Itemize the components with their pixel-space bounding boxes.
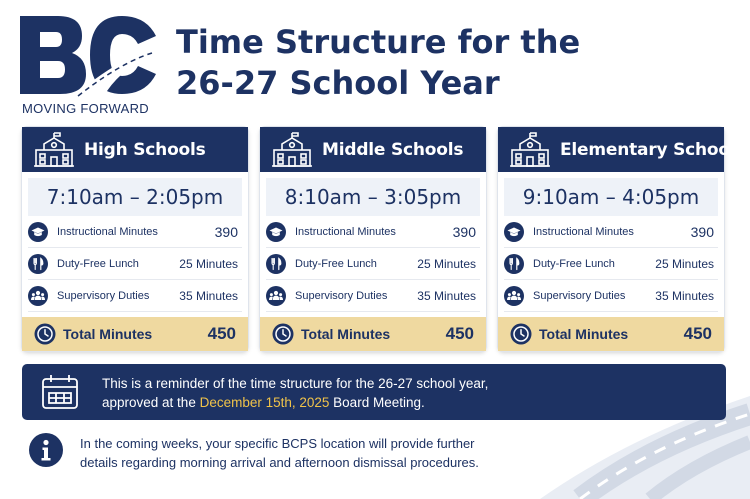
page-title bbox=[176, 22, 736, 104]
card-title: High Schools bbox=[84, 139, 206, 160]
card-title: Middle Schools bbox=[322, 139, 464, 160]
row-label: Instructional Minutes bbox=[295, 225, 396, 238]
reminder-text bbox=[102, 374, 488, 412]
title-line-1: Time Structure for the bbox=[176, 23, 581, 61]
row-value: 390 bbox=[452, 223, 476, 240]
duty-free-lunch-row bbox=[504, 248, 718, 280]
school-hours: 7:10am – 2:05pm bbox=[28, 178, 242, 216]
reminder-line-2 bbox=[102, 393, 488, 412]
graduation-cap-icon bbox=[504, 222, 524, 242]
fork-knife-icon bbox=[266, 254, 286, 274]
clock-icon bbox=[34, 323, 56, 345]
row-label: Duty-Free Lunch bbox=[57, 257, 139, 270]
card-title: Elementary Schools bbox=[560, 139, 746, 160]
card-elementary-schools bbox=[498, 127, 746, 351]
supervisory-duties-row bbox=[28, 280, 242, 312]
row-value: 35 Minutes bbox=[179, 288, 238, 303]
reminder-line-1: This is a reminder of the time structure for the 26-27 school year, bbox=[102, 376, 489, 391]
row-value: 25 Minutes bbox=[655, 256, 714, 271]
info-line-2: details regarding morning arrival and afternoon dismissal procedures. bbox=[80, 455, 479, 470]
group-people-icon bbox=[266, 286, 286, 306]
row-label: Instructional Minutes bbox=[533, 225, 634, 238]
card-high-schools bbox=[22, 127, 248, 351]
row-value: 35 Minutes bbox=[417, 288, 476, 303]
school-hours: 8:10am – 3:05pm bbox=[266, 178, 480, 216]
supervisory-duties-row bbox=[266, 280, 480, 312]
row-label: Supervisory Duties bbox=[533, 289, 626, 302]
school-building-icon bbox=[32, 132, 76, 168]
info-text bbox=[80, 434, 550, 472]
school-building-icon bbox=[270, 132, 314, 168]
row-label: Supervisory Duties bbox=[57, 289, 150, 302]
reminder-banner bbox=[22, 364, 726, 420]
row-value: 390 bbox=[690, 223, 714, 240]
total-minutes-row bbox=[22, 317, 248, 351]
title-line-2: 26-27 School Year bbox=[176, 64, 500, 102]
row-label: Supervisory Duties bbox=[295, 289, 388, 302]
fork-knife-icon bbox=[28, 254, 48, 274]
total-minutes-row bbox=[498, 317, 724, 351]
school-hours: 9:10am – 4:05pm bbox=[504, 178, 718, 216]
card-header bbox=[260, 127, 486, 172]
graduation-cap-icon bbox=[266, 222, 286, 242]
graduation-cap-icon bbox=[28, 222, 48, 242]
group-people-icon bbox=[504, 286, 524, 306]
instructional-minutes-row bbox=[266, 216, 480, 248]
row-value: 25 Minutes bbox=[179, 256, 238, 271]
card-middle-schools bbox=[260, 127, 486, 351]
row-label: Duty-Free Lunch bbox=[295, 257, 377, 270]
total-value: 450 bbox=[445, 324, 474, 343]
duty-free-lunch-row bbox=[28, 248, 242, 280]
fork-knife-icon bbox=[504, 254, 524, 274]
calendar-icon bbox=[40, 373, 80, 411]
total-minutes-row bbox=[260, 317, 486, 351]
info-icon bbox=[28, 432, 64, 468]
clock-icon bbox=[272, 323, 294, 345]
total-label: Total Minutes bbox=[301, 326, 391, 342]
card-header bbox=[498, 127, 746, 172]
supervisory-duties-row bbox=[504, 280, 718, 312]
clock-icon bbox=[510, 323, 532, 345]
total-label: Total Minutes bbox=[539, 326, 629, 342]
row-value: 390 bbox=[214, 223, 238, 240]
group-people-icon bbox=[28, 286, 48, 306]
info-line-1: In the coming weeks, your specific BCPS location will provide further bbox=[80, 436, 475, 451]
instructional-minutes-row bbox=[28, 216, 242, 248]
bc-logo-mark bbox=[18, 14, 158, 96]
card-header bbox=[22, 127, 248, 172]
school-building-icon bbox=[508, 132, 552, 168]
row-value: 25 Minutes bbox=[417, 256, 476, 271]
bc-logo bbox=[18, 14, 158, 116]
total-label: Total Minutes bbox=[63, 326, 153, 342]
row-value: 35 Minutes bbox=[655, 288, 714, 303]
row-label: Instructional Minutes bbox=[57, 225, 158, 238]
reminder-suffix: Board Meeting. bbox=[329, 395, 425, 410]
meeting-date: December 15th, 2025 bbox=[199, 395, 330, 410]
total-value: 450 bbox=[683, 324, 712, 343]
instructional-minutes-row bbox=[504, 216, 718, 248]
row-label: Duty-Free Lunch bbox=[533, 257, 615, 270]
reminder-prefix: approved at the bbox=[102, 395, 200, 410]
total-value: 450 bbox=[207, 324, 236, 343]
logo-tagline: MOVING FORWARD bbox=[22, 101, 149, 116]
duty-free-lunch-row bbox=[266, 248, 480, 280]
